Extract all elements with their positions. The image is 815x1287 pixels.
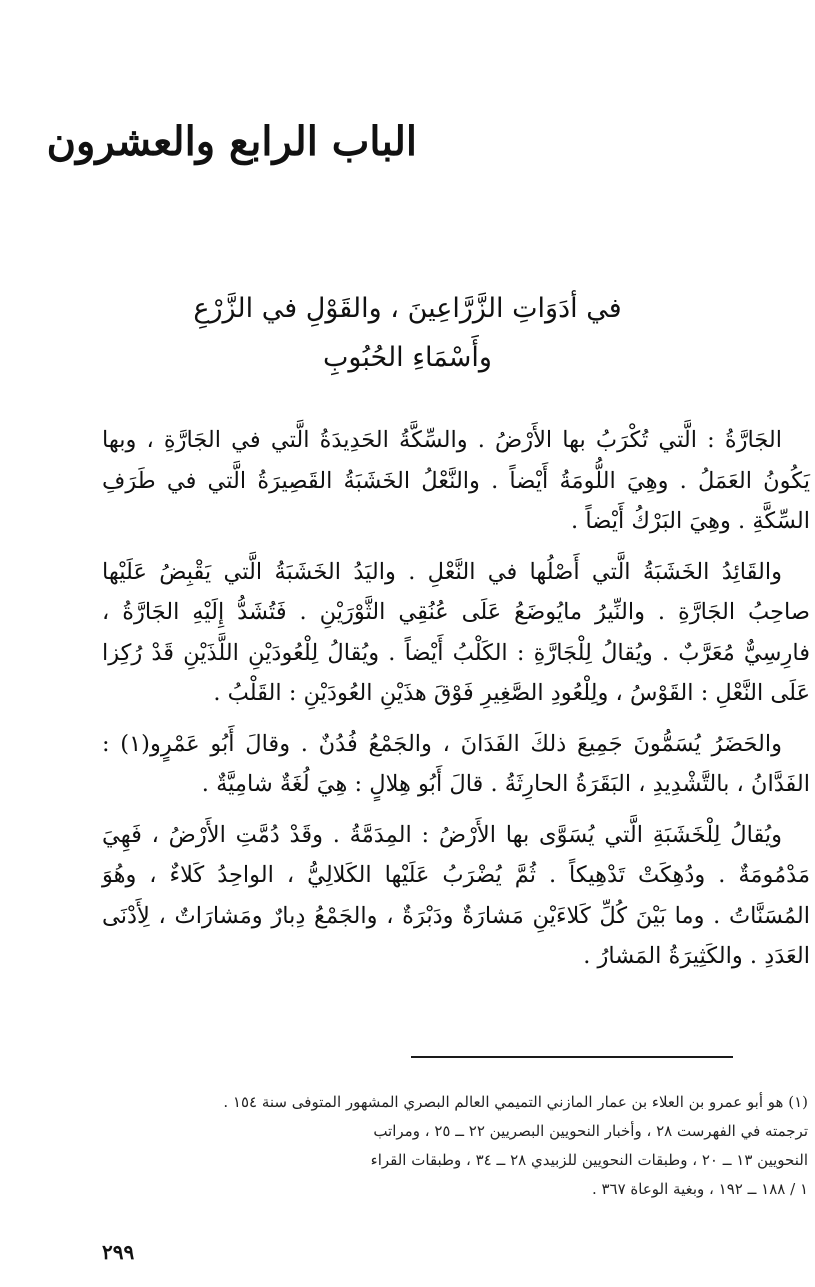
- section-title-line-1: في أدَوَاتِ الزَّرَّاعِينَ ، والقَوْلِ في الزَّرْعِ: [193, 293, 622, 324]
- paragraph: الجَارَّةُ : الَّتي تُكْرَبُ بها الأَرْضُ . والسِّكَّةُ الحَدِيدَةُ الَّتي في الجَارَّةِ ، وبها يَكُونُ العَمَلُ . وهِيَ اللُّومَةُ أَيْضاً . والنَّعْلُ الخَشَبَةُ القَصِيرَةُ الَّتي في طَرَفِ السِّكَّةِ . وهِيَ البَرْكُ أَيْضاً .: [102, 427, 810, 534]
- paragraph: ويُقالُ لِلْخَشَبَةِ الَّتي يُسَوَّى بها الأَرْضُ : المِدَمَّةُ . وقَدْ دُمَّتِ الأَرْضُ ، فَهِيَ مَدْمُومَةٌ . ودُهِكَتْ تَدْهِيكاً . ثُمَّ يُضْرَبُ عَلَيْها الكَلالِيُّ ، الواحِدُ كَلاءٌ ، وهُوَ المُسَنَّاتُ . وما بَيْنَ كُلِّ كَلاءَيْنِ مَشارَةٌ ودَبْرَةٌ ، والجَمْعُ دِبارٌ ومَشارَاتٌ ، لِأَدْنَى العَدَدِ . والكَثِيرَةُ المَشارُ .: [102, 821, 810, 969]
- paragraph: والحَضَرُ يُسَمُّونَ جَمِيعَ ذلكَ الفَدَانَ ، والجَمْعُ فُدُنٌ . وقالَ أَبُو عَمْرٍو(١) : الفَدَّانُ ، بالتَّشْدِيدِ ، البَقَرَةُ الحارِثَةُ . قالَ أَبُو هِلالٍ : هِيَ لُغَةٌ شامِيَّةٌ .: [102, 730, 810, 797]
- paragraph: والقَائِدُ الخَشَبَةُ الَّتي أَصْلُها في النَّعْلِ . واليَدُ الخَشَبَةُ الَّتي يَقْبِضُ عَلَيْها صاحِبُ الجَارَّةِ . والنِّيرُ مايُوضَعُ عَلَى عُنُقِي الثَّوْرَيْنِ . فَتُشَدُّ إِلَيْهِ الجَارَّةُ ، فارِسِيٌّ مُعَرَّبٌ . ويُقالُ لِلْجَارَّةِ : الكَلْبُ أَيْضاً . ويُقالُ لِلْعُودَيْنِ اللَّذَيْنِ قَدْ رُكِزا عَلَى النَّعْلِ : القَوْسُ ، ولِلْعُودِ الصَّغِيرِ فَوْقَ هذَيْنِ العُودَيْنِ : القَلْبُ .: [102, 558, 810, 706]
- section-title-line-2: وأَسْمَاءِ الحُبُوبِ: [323, 342, 492, 373]
- footnote-line: النحويين ١٣ ــ ٢٠ ، وطبقات النحويين للزبيدي ٢٨ ــ ٣٤ ، وطبقات القراء: [370, 1151, 808, 1169]
- footnote-separator: [411, 1056, 733, 1058]
- footnote-line: ١ / ١٨٨ ــ ١٩٢ ، وبغية الوعاة ٣٦٧ .: [591, 1180, 808, 1198]
- body-text: [102, 420, 810, 987]
- footnote-line: (١) هو أبو عمرو بن العلاء بن عمار المازني التميمي العالم البصري المشهور المتوفى سنة ١٥٤ .: [223, 1093, 808, 1111]
- chapter-title: الباب الرابع والعشرون: [46, 118, 417, 165]
- footnote: [96, 1088, 808, 1204]
- page-number: ٢٩٩: [102, 1240, 135, 1264]
- section-title: [150, 284, 665, 382]
- footnote-line: ترجمته في الفهرست ٢٨ ، وأخبار النحويين البصريين ٢٢ ــ ٢٥ ، ومراتب: [373, 1122, 808, 1140]
